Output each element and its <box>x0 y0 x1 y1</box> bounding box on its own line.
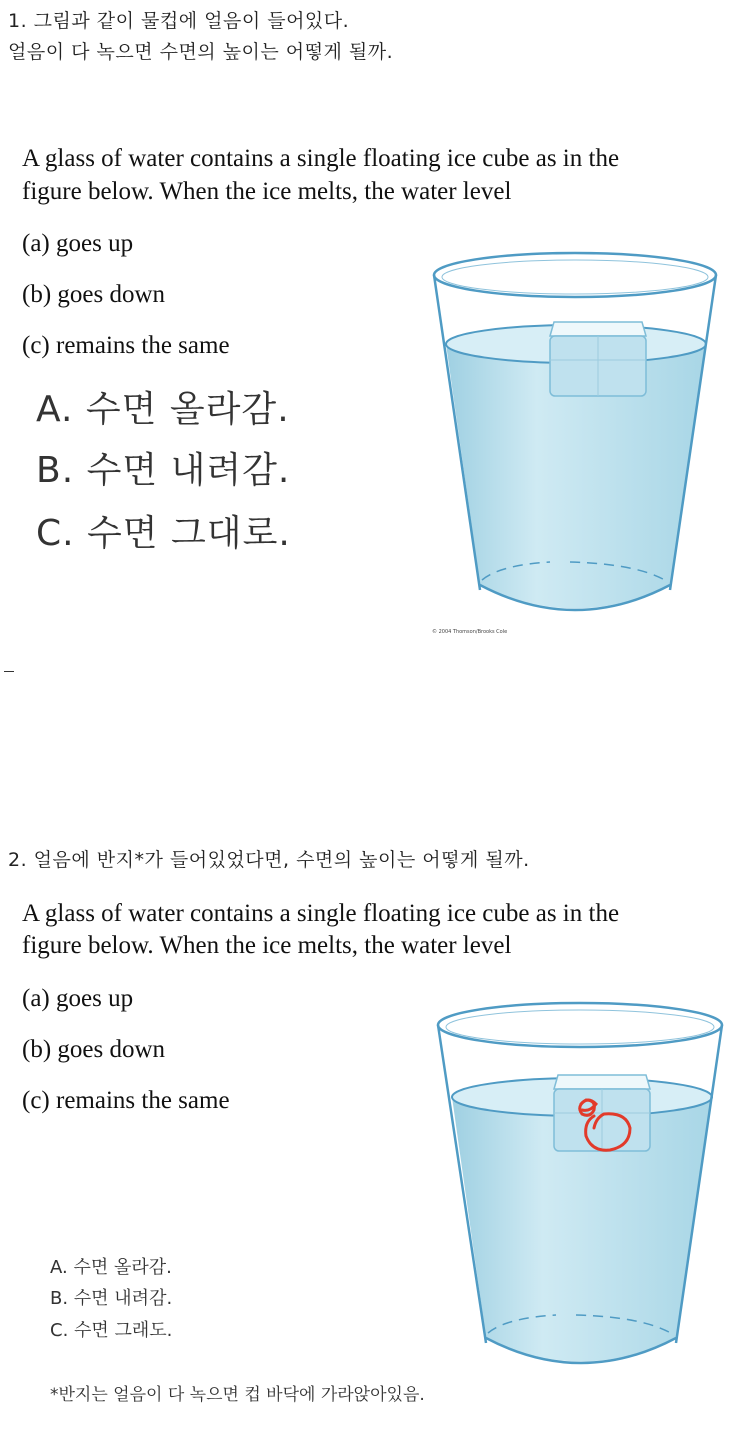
q1-option-a: (a) goes up <box>22 230 134 257</box>
q1-header-line1: 1. 그림과 같이 물컵에 얼음이 들어있다. <box>8 10 350 32</box>
q1-answer-b: B. 수면 내려감. <box>36 450 291 491</box>
ice-cube <box>550 322 646 396</box>
q2-answer-a: A. 수면 올라감. <box>50 1257 172 1278</box>
q1-credit: © 2004 Thomson/Brooks Cole <box>432 629 508 635</box>
q2-answer-b: B. 수면 내려감. <box>50 1288 173 1309</box>
q2-option-c: (c) remains the same <box>22 1087 230 1114</box>
q1-glass-illustration <box>420 250 730 635</box>
q1-answer-a: A. 수면 올라감. <box>36 389 290 430</box>
q1-option-c: (c) remains the same <box>22 332 230 359</box>
q1-answer-c: C. 수면 그대로. <box>36 513 291 554</box>
ice-cube <box>554 1075 650 1151</box>
q1-prompt-line1: A glass of water contains a single floating ice cube as in the <box>22 145 620 172</box>
q1-header-line2: 얼음이 다 녹으면 수면의 높이는 어떻게 될까. <box>8 41 394 63</box>
q2-prompt-line1: A glass of water contains a single floating ice cube as in the <box>22 900 620 927</box>
q2-prompt-line2: figure below. When the ice melts, the water level <box>22 932 512 959</box>
q1-option-b: (b) goes down <box>22 281 166 308</box>
q2-answer-c: C. 수면 그래도. <box>50 1320 173 1341</box>
q2-footnote: *반지는 얼음이 다 녹으면 컵 바닥에 가라앉아있음. <box>50 1385 425 1405</box>
q1-prompt-line2: figure below. When the ice melts, the water level <box>22 178 512 205</box>
q2-option-a: (a) goes up <box>22 985 134 1012</box>
separator-dash <box>4 671 14 672</box>
q2-header: 2. 얼음에 반지*가 들어있었다면, 수면의 높이는 어떻게 될까. <box>8 849 530 871</box>
q2-glass-illustration <box>426 1000 736 1390</box>
q2-option-b: (b) goes down <box>22 1036 166 1063</box>
